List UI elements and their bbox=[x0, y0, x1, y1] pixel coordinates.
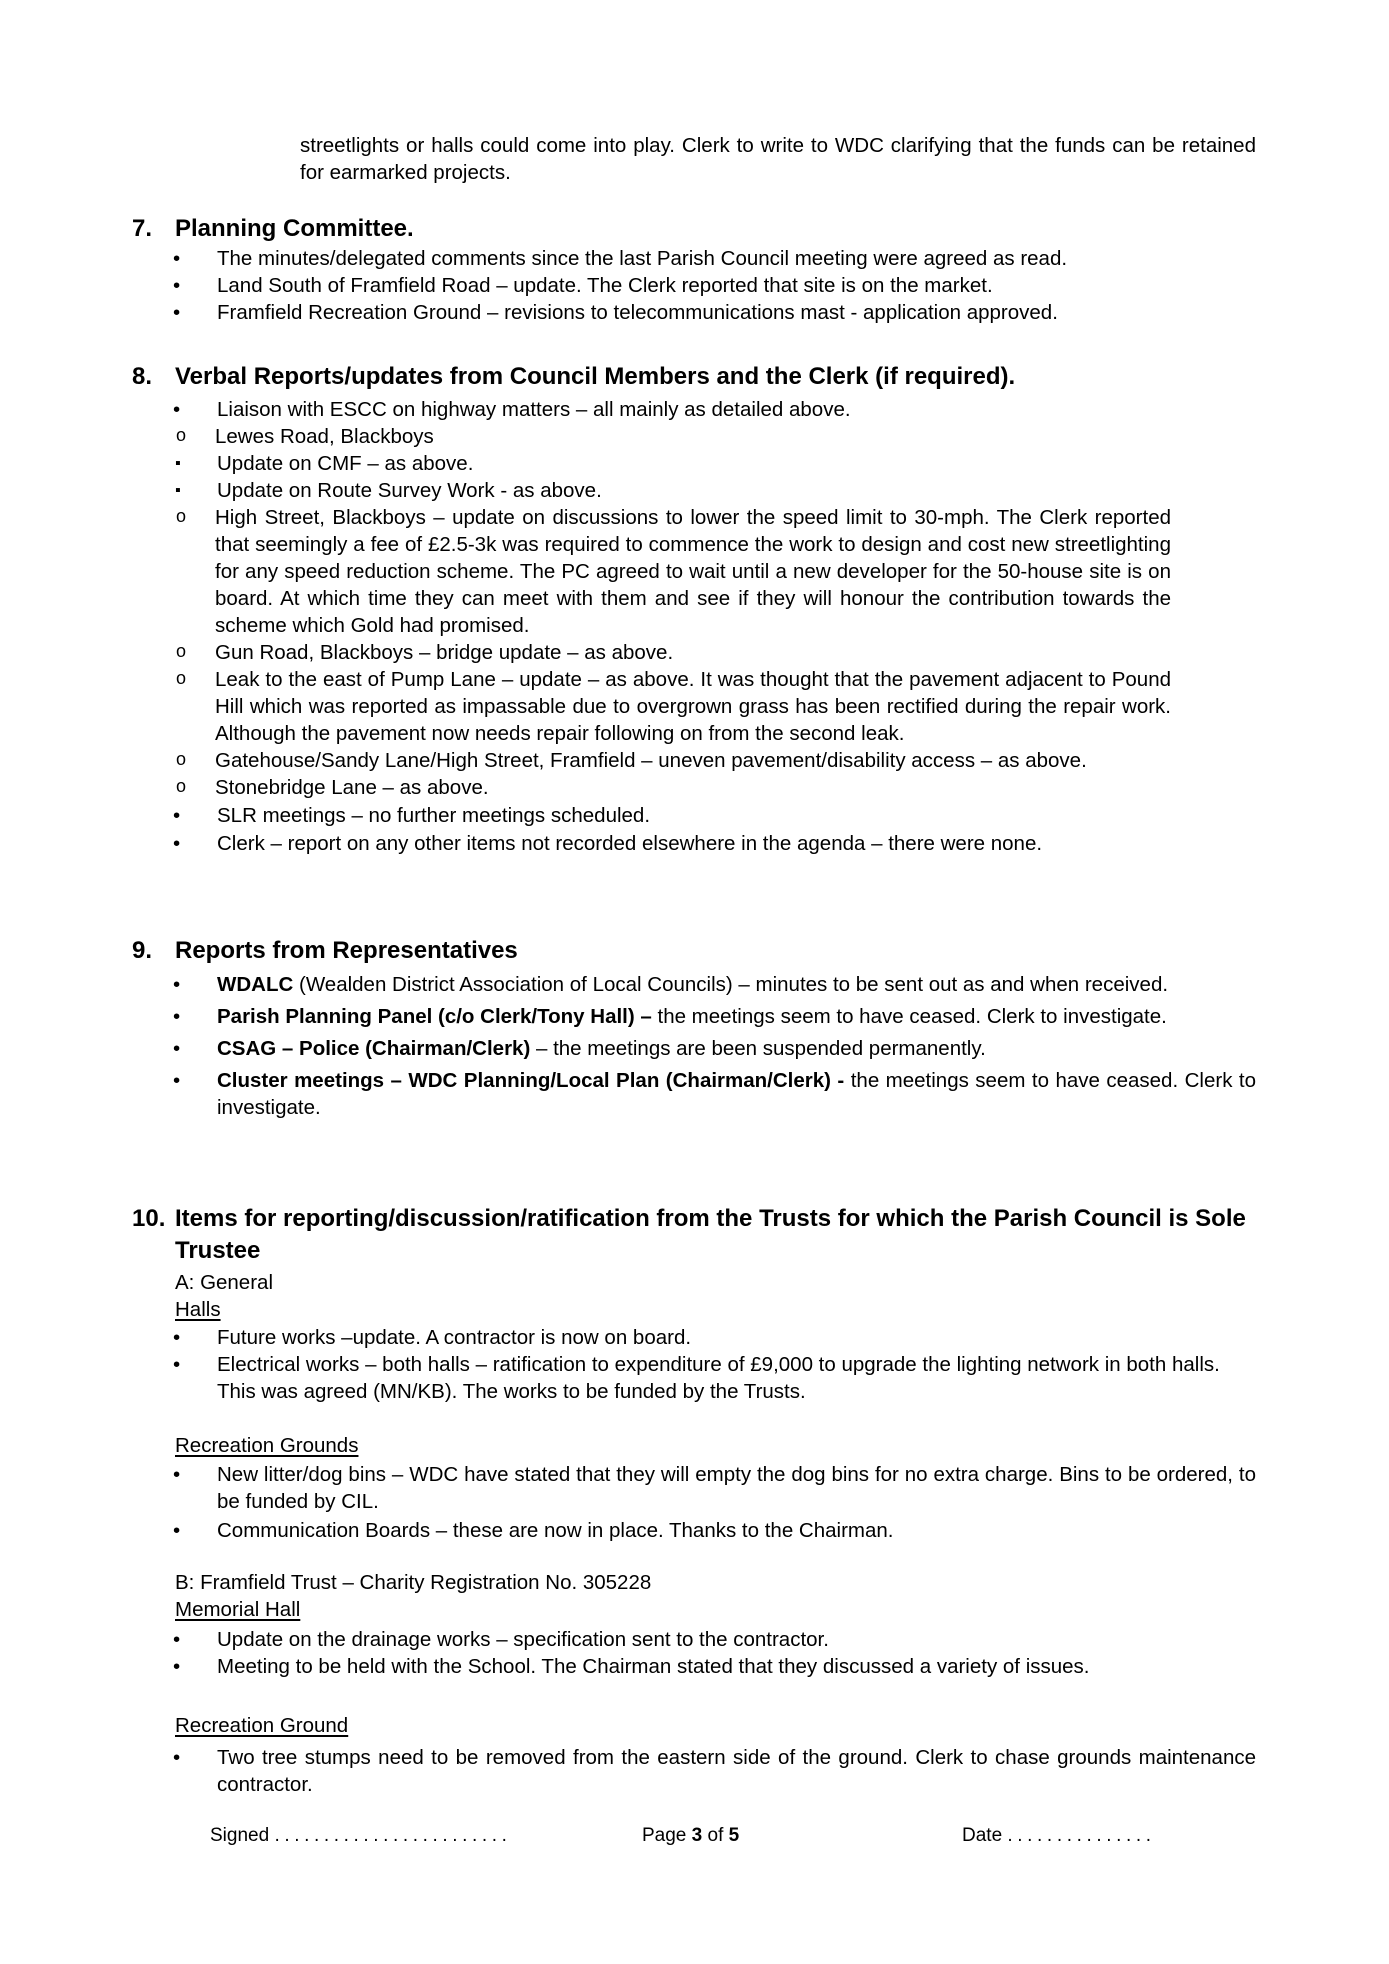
signed-field bbox=[210, 1824, 512, 1848]
list-item: • Future works –update. A contractor is now on board. bbox=[173, 1326, 692, 1349]
section-8-heading bbox=[132, 361, 1262, 393]
list-item: • Framfield Recreation Ground – revisions to telecommunications mast - application approved. bbox=[173, 301, 1058, 324]
section-title: Planning Committee. bbox=[175, 215, 414, 242]
list-item: • Parish Planning Panel (c/o Clerk/Tony Hall) – the meetings seem to have ceased. Clerk to investigate. bbox=[173, 1005, 1167, 1028]
circle-bullet-icon: o bbox=[176, 668, 187, 688]
sub-list-item: o Stonebridge Lane – as above. bbox=[132, 774, 1171, 801]
signed-dots: ........................ bbox=[274, 1825, 512, 1846]
list-item: • SLR meetings – no further meetings scheduled. bbox=[173, 804, 651, 827]
section-title: Items for reporting/discussion/ratification from the Trusts for which the Parish Council is Sole Trustee bbox=[175, 1205, 1246, 1264]
section-number: 9. bbox=[132, 937, 153, 964]
bullet-icon: • bbox=[173, 247, 181, 270]
section-10-heading bbox=[132, 1203, 1262, 1267]
section-8-list bbox=[0, 396, 1389, 857]
circle-bullet-icon: o bbox=[176, 506, 187, 526]
page-number: Page 3 of 5 bbox=[642, 1825, 740, 1846]
bullet-icon: • bbox=[173, 274, 181, 297]
list-item: • Communication Boards – these are now in place. Thanks to the Chairman. bbox=[173, 1519, 894, 1542]
square-bullet-icon: ▪ bbox=[175, 482, 181, 499]
continuation-paragraph: streetlights or halls could come into play. Clerk to write to WDC clarifying that the funds can be retained for earmarked projects. bbox=[300, 134, 1256, 184]
circle-bullet-icon: o bbox=[176, 425, 187, 445]
halls-list bbox=[0, 1324, 1389, 1405]
page-current: 3 bbox=[691, 1825, 703, 1846]
bullet-icon: • bbox=[173, 973, 181, 996]
sub-sub-list-item: ▪ Update on Route Survey Work - as above. bbox=[175, 479, 602, 502]
part-b-label: B: Framfield Trust – Charity Registration No. 305228 bbox=[175, 1571, 652, 1594]
section-7-heading bbox=[132, 213, 1262, 245]
sub-sub-list-item: ▪ Update on CMF – as above. bbox=[175, 452, 474, 475]
section-7-list bbox=[0, 245, 1389, 326]
recreation-grounds-subheading: Recreation Grounds bbox=[175, 1434, 359, 1457]
list-item: • Land South of Framfield Road – update. The Clerk reported that site is on the market. bbox=[173, 274, 993, 297]
sub-list-item: o Gun Road, Blackboys – bridge update – as above. bbox=[132, 639, 1171, 666]
sub-list-item: o Lewes Road, Blackboys ▪ Update on CMF – as above. ▪ Update on Route Survey Work - as above. bbox=[132, 423, 1171, 504]
bullet-icon: • bbox=[173, 1069, 181, 1092]
section-number: 7. bbox=[132, 215, 153, 242]
bullet-icon: • bbox=[173, 1628, 181, 1651]
bullet-icon: • bbox=[173, 832, 181, 855]
sub-list-item: o Gatehouse/Sandy Lane/High Street, Framfield – uneven pavement/disability access – as above. bbox=[132, 747, 1171, 774]
square-bullet-icon: ▪ bbox=[175, 455, 181, 472]
list-item: • Cluster meetings – WDC Planning/Local Plan (Chairman/Clerk) - the meetings seem to have ceased. Clerk to investigate. bbox=[173, 1069, 1256, 1119]
section-9-list bbox=[0, 971, 1389, 1121]
list-item: • Update on the drainage works – specification sent to the contractor. bbox=[173, 1628, 829, 1651]
sub-list-item: o High Street, Blackboys – update on discussions to lower the speed limit to 30-mph. The Clerk reported that seemingly a fee of £2.5-3k was required to commence the work to design and cost new streetlighting for any speed reduction scheme. The PC agreed to wait until a new developer for the 50-house site is on board. At which time they can meet with them and see if they will honour the contribution towards the scheme which Gold had promised. bbox=[132, 504, 1171, 639]
memorial-hall-subheading: Memorial Hall bbox=[175, 1598, 301, 1621]
list-item: • The minutes/delegated comments since the last Parish Council meeting were agreed as read. bbox=[173, 247, 1068, 270]
circle-bullet-icon: o bbox=[176, 776, 187, 796]
sub-list-item: o Leak to the east of Pump Lane – update – as above. It was thought that the pavement adjacent to Pound Hill which was reported as impassable due to overgrown grass has been rectified during the repair work. Although the pavement now needs repair following on from the second leak. bbox=[132, 666, 1171, 747]
recreation-grounds-list bbox=[0, 1461, 1389, 1544]
bullet-icon: • bbox=[173, 1519, 181, 1542]
section-title: Reports from Representatives bbox=[175, 937, 518, 964]
bullet-icon: • bbox=[173, 1037, 181, 1060]
list-item: • Liaison with ESCC on highway matters – all mainly as detailed above. o Lewes Road, Blackboys ▪ Update on CMF – as above. ▪ Update on Route Survey Work - as above. o High Street, Blackboys – update on discussions to lower the speed limit to 30-mph. The Clerk reported that seemingly a fee of £2.5-3k was required to commence the work to design and cost new streetlighting for any speed reduction scheme. The PC agreed to wait until a new developer for the 50-house site is on board. At which time they can meet with them and see if they will honour the contribution towards the scheme which Gold had promised. o Gun Road, Blackboys – bridge update – as above. o Leak to the east of Pump Lane – update – as above. It was thought that the pavement adjacent to Pound Hill which was reported as impassable due to overgrown grass has been rectified during the repair work. Although the pavement now needs repair following on from the second leak. o Gatehouse/Sandy Lane/High Street, Framfield – uneven pavement/disability access – as above. o Stonebridge Lane – as above. bbox=[132, 396, 1256, 801]
list-item: • Electrical works – both halls – ratification to expenditure of £9,000 to upgrade the lighting network in both halls. This was agreed (MN/KB). The works to be funded by the Trusts. bbox=[173, 1353, 1220, 1403]
date-dots: ............... bbox=[1007, 1825, 1156, 1846]
list-item: • WDALC (Wealden District Association of Local Councils) – minutes to be sent out as and when received. bbox=[173, 973, 1169, 996]
section-title: Verbal Reports/updates from Council Members and the Clerk (if required). bbox=[175, 363, 1016, 390]
bullet-icon: • bbox=[173, 301, 181, 324]
section-number: 10. bbox=[132, 1205, 166, 1232]
memorial-hall-list bbox=[0, 1626, 1389, 1680]
part-a-label: A: General bbox=[175, 1271, 273, 1294]
circle-bullet-icon: o bbox=[176, 641, 187, 661]
date-field bbox=[962, 1824, 1156, 1848]
section-9-heading bbox=[132, 935, 1262, 967]
bullet-icon: • bbox=[173, 1746, 181, 1769]
halls-subheading: Halls bbox=[175, 1298, 221, 1321]
bullet-icon: • bbox=[173, 1005, 181, 1028]
bullet-icon: • bbox=[173, 398, 181, 421]
bullet-icon: • bbox=[173, 1655, 181, 1678]
list-item: • New litter/dog bins – WDC have stated that they will empty the dog bins for no extra charge. Bins to be ordered, to be funded by CIL. bbox=[173, 1463, 1256, 1513]
recreation-ground-list bbox=[0, 1744, 1389, 1798]
signed-label: Signed bbox=[210, 1825, 270, 1846]
bullet-icon: • bbox=[173, 804, 181, 827]
list-item: • Two tree stumps need to be removed from the eastern side of the ground. Clerk to chase grounds maintenance contractor. bbox=[173, 1746, 1256, 1796]
page-total: 5 bbox=[728, 1825, 740, 1846]
date-label: Date bbox=[962, 1825, 1003, 1846]
section-number: 8. bbox=[132, 363, 153, 390]
list-item: • Meeting to be held with the School. The Chairman stated that they discussed a variety of issues. bbox=[173, 1655, 1090, 1678]
circle-bullet-icon: o bbox=[176, 749, 187, 769]
recreation-ground-subheading: Recreation Ground bbox=[175, 1714, 349, 1737]
list-item: • Clerk – report on any other items not recorded elsewhere in the agenda – there were none. bbox=[173, 832, 1043, 855]
bullet-icon: • bbox=[173, 1353, 181, 1376]
list-item: • CSAG – Police (Chairman/Clerk) – the meetings are been suspended permanently. bbox=[173, 1037, 986, 1060]
bullet-icon: • bbox=[173, 1326, 181, 1349]
bullet-icon: • bbox=[173, 1463, 181, 1486]
